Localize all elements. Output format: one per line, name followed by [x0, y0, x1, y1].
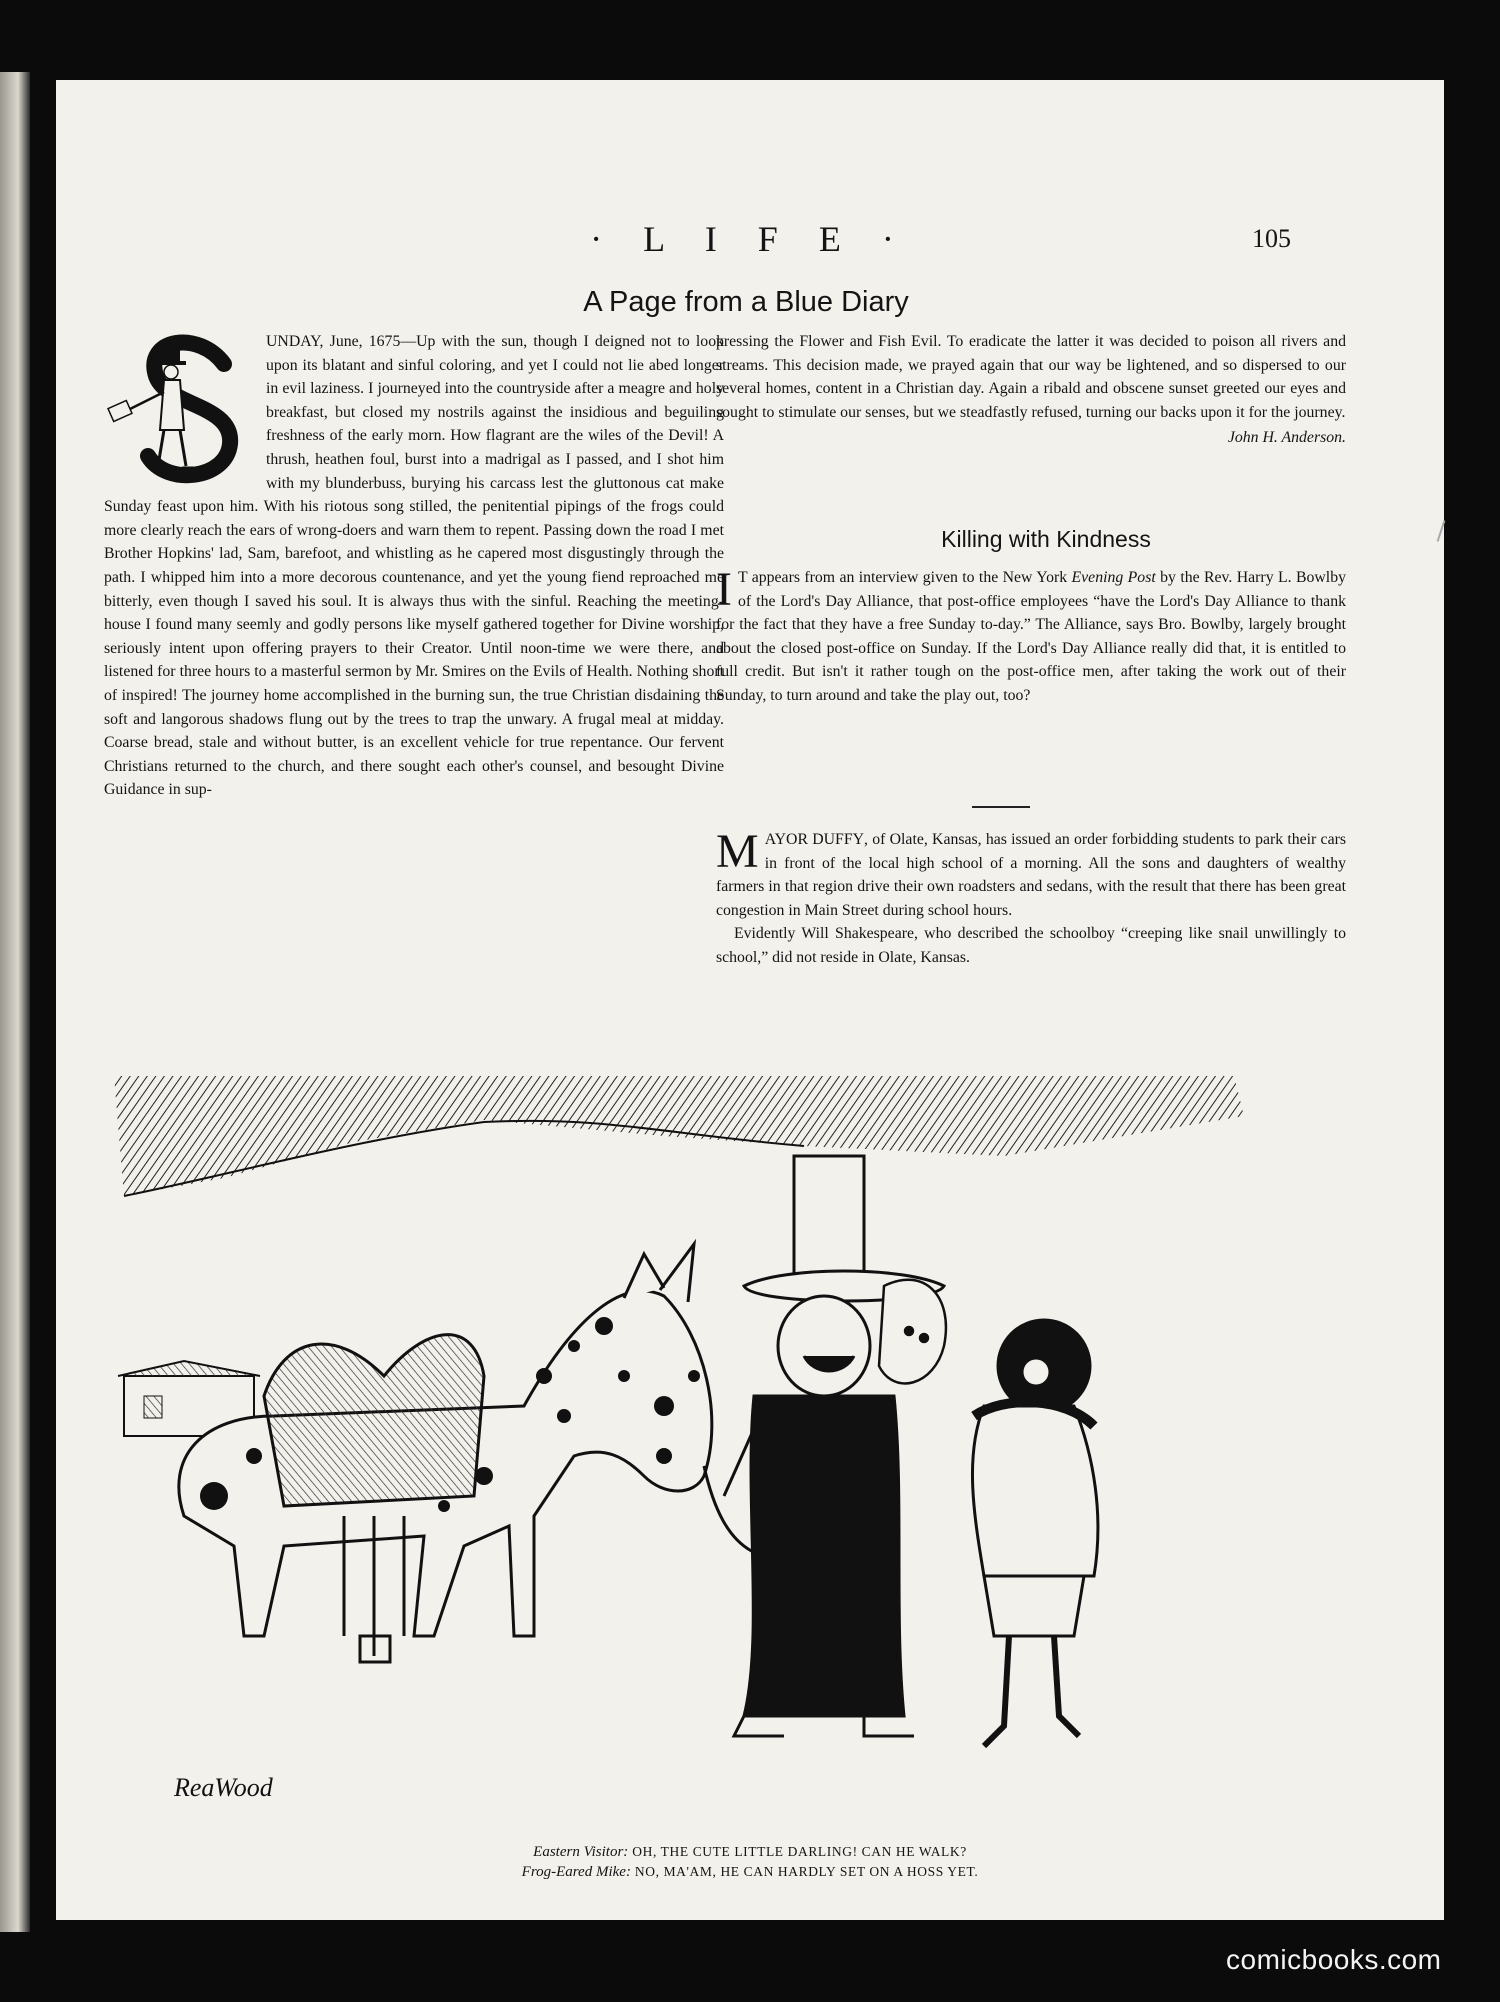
section-rule: [972, 806, 1030, 808]
running-head: · L I F E ·: [590, 219, 910, 259]
page-number: 105: [1252, 224, 1291, 253]
killing-text-1: T appears from an interview given to the New York: [737, 569, 1072, 586]
duffy-lead: AYOR DUFFY: [764, 831, 865, 848]
article-title: A Page from a Blue Diary: [583, 286, 909, 318]
diary-body: UNDAY, June, 1675—Up with the sun, though I deigned not to look upon its blatant and sinful coloring, and yet I could not lie abed longer in evil laziness. I journeyed into the countryside after a meagre and holy breakfast, but closed my nostrils against the insidious and beguiling freshness of the early morn. How flagrant are the wiles of the Devil! A thrush, heathen foul, burst into a madrigal as I passed, and I shot him with my blunderbuss, burying his carcass lest the gluttonous cat make Sunday feast upon him. With his riotous song stilled, the penitential pipings of the frogs could more clearly reach the ears of wrong-doers and warn them to repent. Passing down the road I met Brother Hopkins' lad, Sam, barefoot, and whistling as he capered most disgustingly through the path. I whipped him into a more decorous countenance, and yet the young fiend reproached me bitterly, even though I saved his soul. It is always thus with the sinful. Reaching the meeting-house I found many seemly and godly persons like myself gathered together for Divine worship, seriously intent upon offering prayers to their Creator. Until noon-time we were there, and listened for three hours to a masterful sermon by Mr. Smires on the Evils of Health. Nothing short of inspired! The journey home accomplished in the burning sun, the true Christian disdaining the soft and langorous shadows flung out by the trees to trap the unwary. A frugal meal at midday. Coarse bread, stale and without butter, is an excellent vehicle for true repentance. Our fervent Christians returned to the church, and there sought each other's counsel, and besought Divine Guidance in sup-: [104, 333, 724, 799]
previous-page-edge: [0, 72, 30, 1932]
diary-continuation-text: pressing the Flower and Fish Evil. To eradicate the latter it was decided to poison all rivers and streams. This decision made, we prayed again that our way be lightened, and so dispersed to our several homes, content in a Christian day. Again a ribald and obscene sunset greeted our eyes and sought to stimulate our senses, but we steadfastly refused, turning our backs upon it for the journey.: [716, 333, 1346, 421]
magazine-page: [56, 80, 1444, 1920]
hatched-sky: [114, 1076, 1244, 1196]
killing-dropcap: I: [716, 563, 732, 616]
killing-with-kindness-title: Killing with Kindness: [941, 526, 1151, 552]
saddle: [264, 1335, 484, 1506]
diary-byline: John H. Anderson.: [1227, 429, 1346, 447]
site-watermark: comicbooks.com: [1226, 1944, 1442, 1975]
diary-column: [104, 330, 724, 802]
caption-2-text: NO, MA'AM, HE CAN HARDLY SET ON A HOSS YET.: [634, 1864, 979, 1879]
artist-signature: ReaWood: [174, 1773, 273, 1802]
cartoon-illustration: [104, 1076, 1334, 1836]
diary-continuation: [716, 330, 1346, 450]
eastern-visitor-figure: [972, 1320, 1097, 1746]
killing-text-2: by the Rev. Harry L. Bowlby of the Lord's Day Alliance, that post-office employees “have the Lord's Day Alliance to thank for the fact that they have a free Sunday to-day.” The Alliance, says Bro. Bowlby, largely brought about the closed post-office on Sunday. If the Lord's Day Alliance really did that, it is entitled to full credit. But isn't it rather tough on the post-office men, after taking the work out of their Sunday, to turn around and take the play out, too?: [716, 569, 1346, 704]
cartoon-caption-1: [56, 1844, 1444, 1861]
duffy-text-1: , of Olate, Kansas, has issued an order forbidding students to park their cars in front of the local high school of a morning. All the sons and daughters of wealthy farmers in that region drive their own roadsters and sedans, with the result that there has been great congestion in Main Street during school hours.: [716, 831, 1346, 919]
caption-2-speaker: Frog-Eared Mike:: [521, 1864, 631, 1880]
caption-1-speaker: Eastern Visitor:: [533, 1844, 629, 1860]
page-scuff: [1437, 520, 1446, 542]
duffy-article: [716, 825, 1346, 970]
killing-newspaper-name: Evening Post: [1071, 569, 1156, 586]
duffy-dropcap: M: [716, 825, 759, 878]
killing-article: [716, 563, 1346, 708]
baby-figure: [879, 1280, 946, 1384]
cowboy-figure: [724, 1156, 944, 1736]
duffy-text-2: Evidently Will Shakespeare, who described the schoolboy “creeping like snail unwillingly to school,” did not reside in Olate, Kansas.: [716, 925, 1346, 966]
puritan-dropcap-icon: [104, 334, 252, 484]
cartoon-caption-2: [56, 1864, 1444, 1881]
caption-1-text: OH, THE CUTE LITTLE DARLING! CAN HE WALK?: [632, 1844, 967, 1859]
